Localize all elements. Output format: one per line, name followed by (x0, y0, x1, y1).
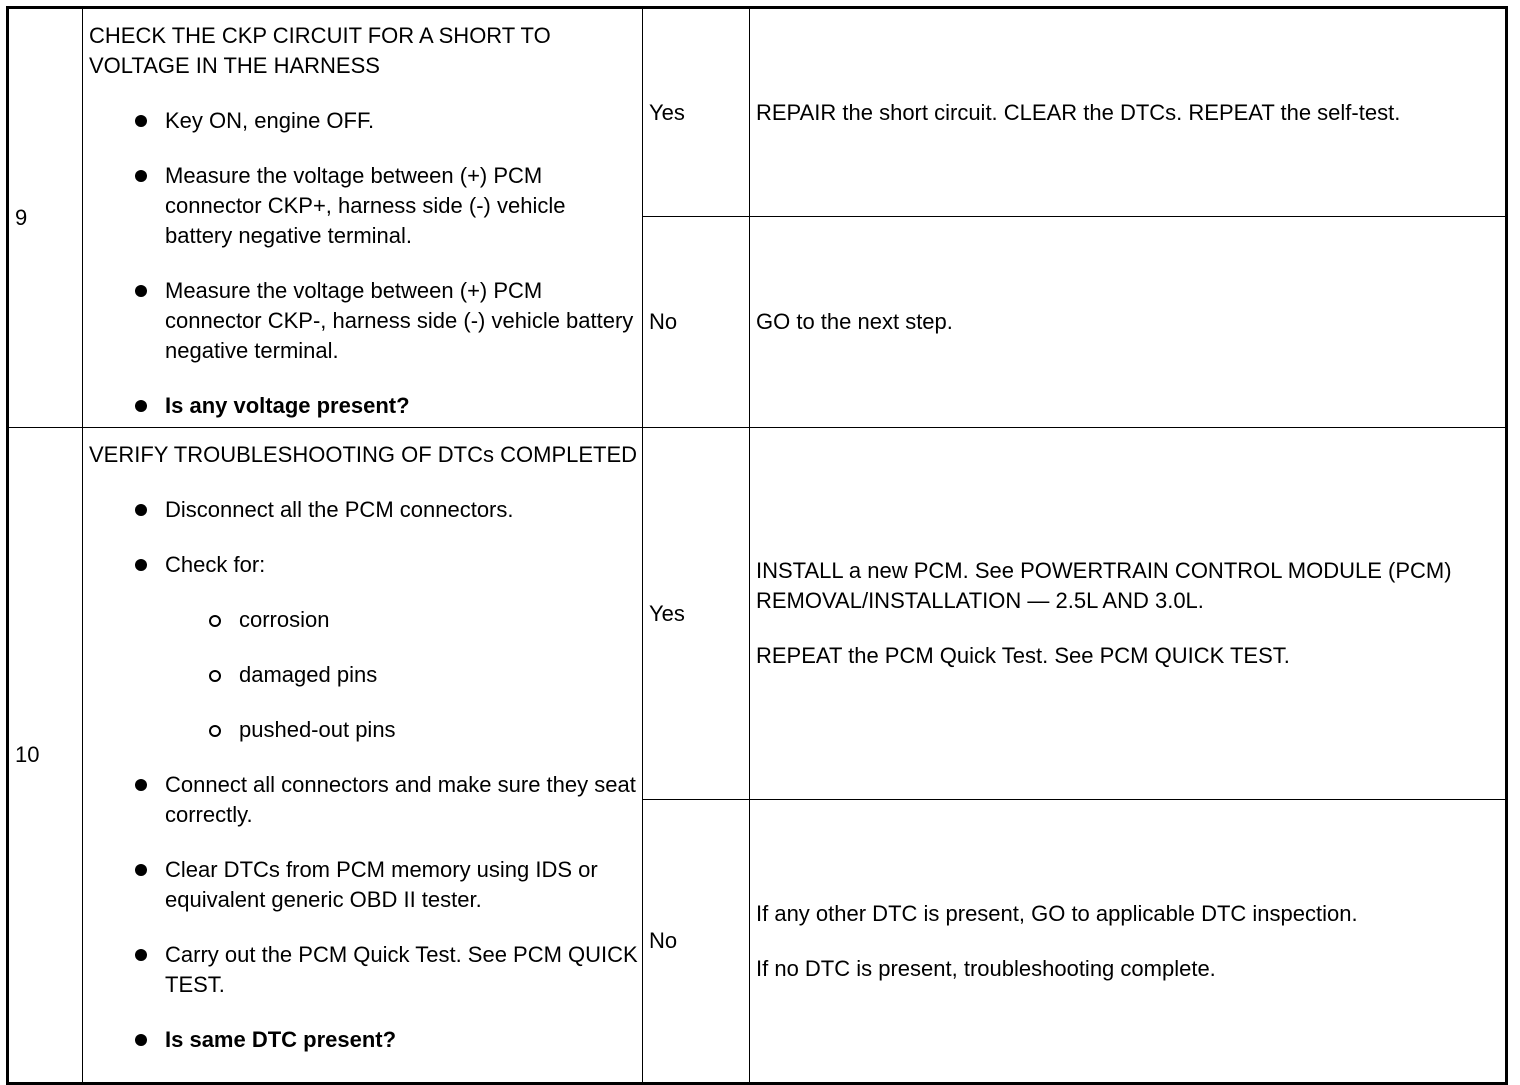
step-title: VERIFY TROUBLESHOOTING OF DTCs COMPLETED (89, 442, 638, 467)
step-action (83, 428, 643, 1084)
action-item: Carry out the PCM Quick Test. See PCM QUICK TEST. (89, 940, 638, 1000)
action-item: Disconnect all the PCM connectors. (89, 495, 638, 525)
step-title: CHECK THE CKP CIRCUIT FOR A SHORT TO VOLTAGE IN THE HARNESS (89, 23, 551, 78)
check-sublist (165, 605, 638, 745)
step-number: 9 (8, 8, 83, 428)
result-text: REPEAT the PCM Quick Test. See PCM QUICK TEST. (756, 643, 1290, 668)
result-text: INSTALL a new PCM. See POWERTRAIN CONTROL MODULE (PCM) REMOVAL/INSTALLATION — 2.5L AND 3.0L. (756, 558, 1452, 613)
action-item: Key ON, engine OFF. (89, 106, 638, 136)
step-action (83, 8, 643, 428)
step-number: 10 (8, 428, 83, 1084)
yes-label: Yes (643, 428, 750, 800)
sub-item: damaged pins (165, 660, 638, 690)
step-9-row-yes (8, 8, 1507, 217)
action-question: Is same DTC present? (89, 1025, 638, 1055)
result-text: GO to the next step. (756, 309, 953, 335)
yes-result (750, 8, 1507, 217)
action-item: Connect all connectors and make sure they seat correctly. (89, 770, 638, 830)
yes-result (750, 428, 1507, 800)
no-label: No (643, 217, 750, 428)
result-text: REPAIR the short circuit. CLEAR the DTCs. REPEAT the self-test. (756, 99, 1401, 125)
action-item: Clear DTCs from PCM memory using IDS or equivalent generic OBD II tester. (89, 855, 638, 915)
yes-label: Yes (643, 8, 750, 217)
action-item: Measure the voltage between (+) PCM connector CKP+, harness side (-) vehicle battery negative terminal. (89, 161, 638, 251)
check-for-label: Check for: (165, 552, 266, 577)
sub-item: pushed-out pins (165, 715, 638, 745)
action-list (89, 106, 638, 421)
action-question: Is any voltage present? (89, 391, 638, 421)
action-item (89, 550, 638, 745)
action-item: Measure the voltage between (+) PCM connector CKP-, harness side (-) vehicle battery negative terminal. (89, 276, 638, 366)
result-text: If no DTC is present, troubleshooting complete. (756, 955, 1216, 981)
diagnostic-table (6, 6, 1508, 1085)
step-10-row-yes (8, 428, 1507, 800)
sub-item: corrosion (165, 605, 638, 635)
result-text: If any other DTC is present, GO to applicable DTC inspection. (756, 900, 1358, 926)
action-list (89, 495, 638, 1055)
no-result (750, 217, 1507, 428)
no-label: No (643, 800, 750, 1084)
no-result (750, 800, 1507, 1084)
